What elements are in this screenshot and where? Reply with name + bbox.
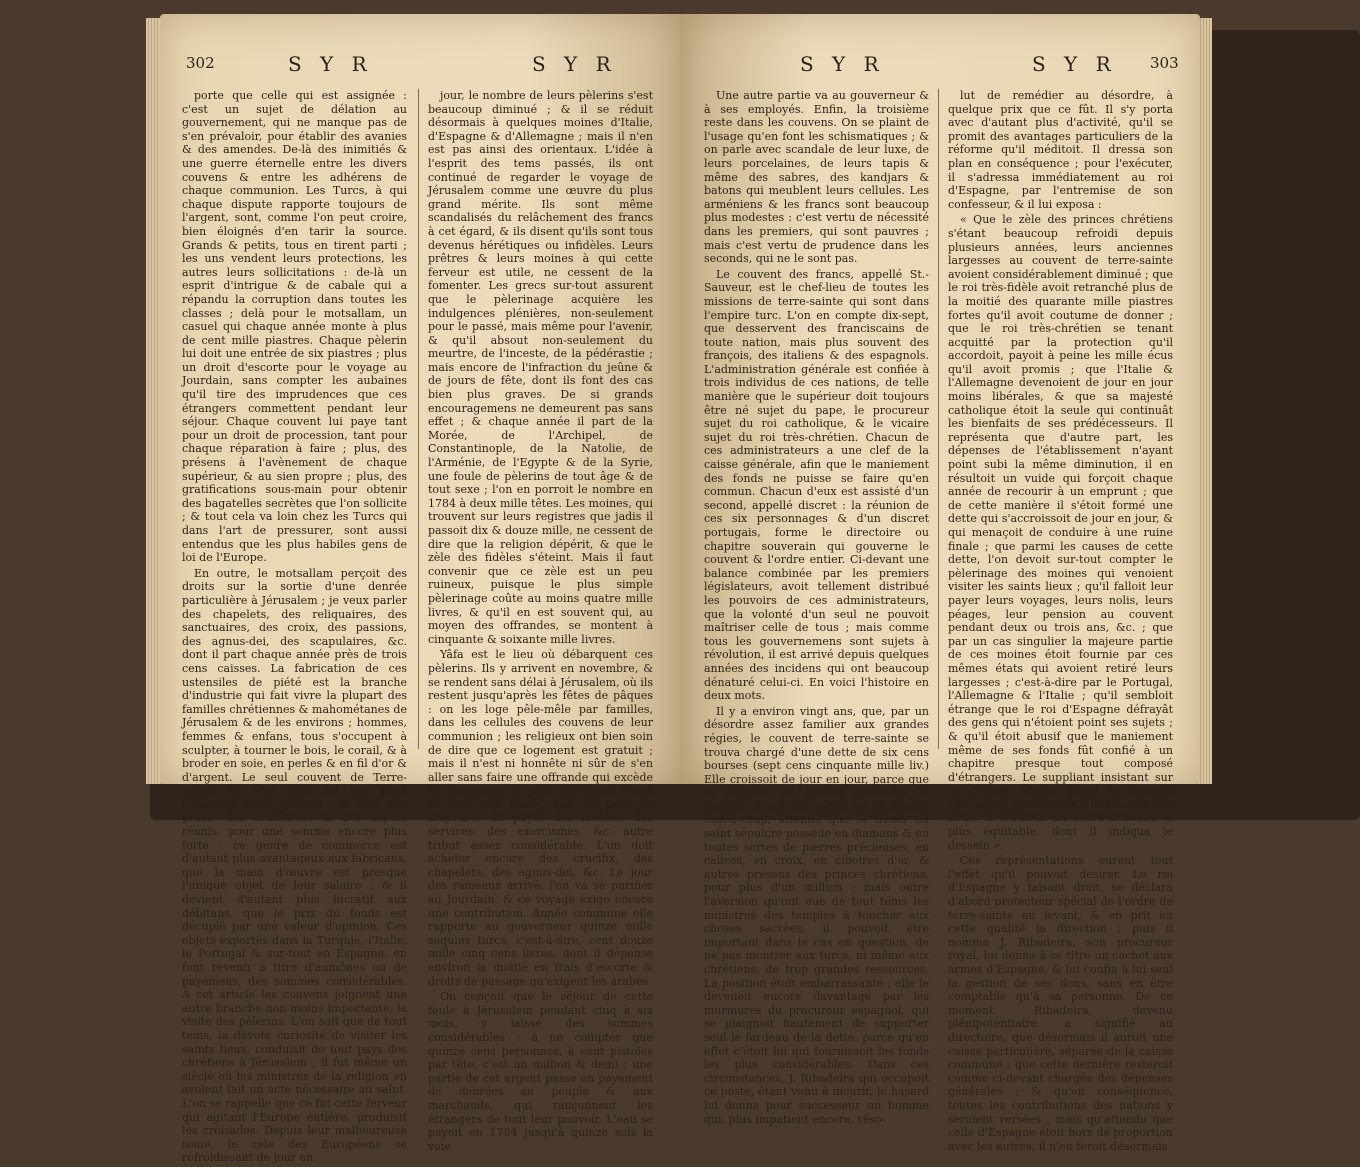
left-page [160,14,680,1165]
right-column-2 [948,89,1173,1155]
paragraph: porte que celle qui est assignée : c'est un sujet de délation au gouvernement, qui ne manque pas de s'en prévaloir, pour établir des avanies & des amendes. De-là des inimitiés & une guerre éternelle entre les divers couvens & entre les adhérens de chaque communion. Les Turcs, à qui chaque dispute rapporte toujours de l'argent, sont, comme l'on peut croire, bien éloignés d'en tarir la source. Grands & petits, tous en tirent parti ; les uns vendent leurs protections, les autres leurs sollicitations : de-là un esprit d'intrigue & de cabale qui a répandu la corruption dans toutes les classes ; delà pour le motsallam, un casuel qui chaque année monte à plus de cent mille piastres. Chaque pèlerin lui doit une entrée de six piastres ; plus un droit d'escorte pour le voyage au Jourdain, sans compter les aubaines qu'il tire des imprudences que ces étrangers commettent pendant leur séjour. Chaque couvent lui paye tant pour un droit de procession, tant pour chaque réparation à faire ; plus, des présens à l'avènement de chaque supérieur, & au sien propre ; plus, des gratifications sous-main pour obtenir des bagatelles secrètes que l'on sollicite ; & tout cela va loin chez les Turcs qui dans l'art de pressurer, sont aussi entendus que les plus habiles gens de loi de l'Europe. [182,89,407,565]
page-number-left: 302 [186,54,215,72]
running-head-left-2: S Y R [532,52,617,76]
running-head-left-1: S Y R [288,52,373,76]
right-page [680,14,1200,1153]
column-divider [418,89,419,749]
paragraph: « Que le zèle des princes chrétiens s'étant beaucoup refroidi depuis plusieurs années, leurs anciennes largesses au couvent de terre-sainte avoient considérablement diminué ; que le roi très-fidèle avoit retranché plus de la moitié des quarante mille piastres fortes qu'il avoit coutume de donner ; que le roi très-chrétien se tenant acquitté par la protection qu'il accordoit, payoit à peine les mille écus qu'il avoit promis ; que l'Italie & l'Allemagne devenoient de jour en jour moins libérales, & que sa majesté catholique étoit la seule qui continuât les bienfaits de ses prédécesseurs. Il représenta que d'autre part, les dépenses de l'établissement n'ayant point subi la même diminution, il en résultoit un vuide qui forçoit chaque année de recourir à un emprunt ; que de cette manière il s'étoit formé une dette qui s'accroissoit de jour en jour, & qui menaçoit de conduire à une ruine finale ; que parmi les causes de cette dette, l'on devoit sur-tout compter le pèlerinage des moines qui venoient visiter les saints lieux ; qu'il falloit leur payer leurs voyages, leurs nolis, leurs péages, leur pension au couvent pendant deux ou trois ans, &c. ; que par un cas singulier la majeure partie de ces moines étoit fournie par ces mêmes états qui avoient retiré leurs largesses ; c'est-à-dire par le Portugal, l'Allemagne & l'Italie ; qu'il sembloit étrange que le roi d'Espagne défrayât des gens qui n'étoient point ses sujets ; & qu'il étoit abusif que le maniement même de ses fonds fût confié à un chapitre presque tout composé d'étrangers. Le suppliant insistant sur ce dernier article, prioit sa majesté catholique d'intervenir à la réforme des abus, & d'établir un ordre nouveau & plus équitable, dont il indiqua le dessein ». [948,213,1173,852]
paragraph: jour, le nombre de leurs pèlerins s'est beaucoup diminué ; & il se réduit désormais à quelques moines d'Italie, d'Espagne & d'Allemagne ; mais il n'en est pas ainsi des orientaux. L'idée à l'esprit des tems passés, ils ont continué de regarder le voyage de Jérusalem comme une œuvre du plus grand mérite. Ils sont même scandalisés du relâchement des francs à cet égard, & ils disent qu'ils sont tous devenus hérétiques ou infidèles. Leurs prêtres & leurs moines à qui cette ferveur est utile, ne cessent de la fomenter. Les grecs sur-tout assurent que le pèlerinage acquière les indulgences plénières, non-seulement pour le passé, mais même pour l'avenir, & qu'il absout non-seulement du meurtre, de l'inceste, de la pédérastie ; mais encore de l'infraction du jeûne & de jours de fête, dont ils font des cas bien plus graves. De si grands encouragemens ne demeurent pas sans effet ; & chaque année il part de la Morée, de l'Archipel, de Constantinople, de la Natolie, de l'Arménie, de l'Egypte & de la Syrie, une foule de pèlerins de tout âge & de tout sexe ; l'on en porroit le nombre en 1784 à deux mille têtes. Les moines, qui trouvent sur leurs registres que jadis il passoit dix & douze mille, ne cessent de dire que la religion dépérit, & que le zèle des fidèles s'éteint. Mais il faut convenir que ce zèle est un peu ruineux, puisque le plus simple pèlerinage coûte au moins quatre mille livres, & qu'il en est souvent qui, au moyen des offrandes, se montent à cinquante & soixante mille livres. [428,89,653,646]
paragraph: Une autre partie va au gouverneur & à ses employés. Enfin, la troisième reste dans les couvens. On se plaint de l'usage qu'en font les schismatiques ; & on parle avec scandale de leur luxe, de leurs porcelaines, de leurs tapis & même des sabres, des kandjars & batons qui meublent leurs cellules. Les arméniens & les francs sont beaucoup plus modestes : c'est vertu de nécessité dans les premiers, qui sont pauvres ; mais c'est vertu de prudence dans les seconds, qui ne le sont pas. [704,89,929,266]
page-number-right: 303 [1150,54,1179,72]
left-column-2 [428,89,653,1155]
running-head-right-2: S Y R [1032,52,1117,76]
column-divider [938,89,939,749]
paragraph: Yâfa est le lieu où débarquent ces pèlerins. Ils y arrivent en novembre, & se rendent sans délai à Jérusalem, où ils restent jusqu'après les fêtes de pâques : on les loge pêle-mêle par familles, dans les cellules des couvens de leur communion ; les religieux ont bien soin de dire que ce logement est gratuit ; mais il n'est ni honnête ni sûr de s'en aller sans faire une offrande qui excède de beaucoup le prix marchand d'une location. En outre, l'on ne peut se dispenser de payer des messes, des services, des exorcismes, &c. autre tribut assez considérable. L'on doit acheter encore des crucifix, des chapelets, des agnus-dei, &c. Le jour des rameaux arrivé, l'on va se purifier au Jourdain, & ce voyage exige encore une contribution. Année commune elle rapporte au gouverneur quinze mille sequins turcs, c'est-à-dire, cent douze mille cinq cens livres, dont il dépense environ la moitié en frais d'escorte & droits de passage qu'exigent les arabes. [428,648,653,988]
right-column-1 [704,89,929,1128]
paragraph: Le couvent des francs, appellé St.-Sauveur, est le chef-lieu de toutes les missions de terre-sainte qui sont dans l'empire turc. L'on en compte dix-sept, que desservent des franciscains de toute nation, mais plus souvent des françois, des italiens & des espagnols. L'administration générale est confiée à trois individus de ces nations, de telle manière que le supérieur doit toujours être né sujet du pape, le procureur sujet du roi catholique, & le vicaire sujet du roi très-chrétien. Chacun de ces administrateurs a une clef de la caisse générale, afin que le maniement des fonds ne puisse se faire qu'en commun. Chacun d'eux est assisté d'un second, appellé discret : la réunion de ces six personnages & d'un discret portugais, forme le directoire ou chapitre souverain qui gouverne le couvent & l'ordre entier. Ci-devant une balance combinée par les premiers législateurs, avoit tellement distribué les pouvoirs de ces administrateurs, que la volonté d'un seul ne pouvoit maîtriser celle de tous ; mais comme tous les gouvernemens sont sujets à révolution, il est arrivé depuis quelques années des incidens qui ont beaucoup dénaturé celui-ci. En voici l'histoire en deux mots. [704,267,929,703]
paragraph: lut de remédier au désordre, à quelque prix que ce fût. Il s'y porta avec d'autant plus d'activité, qu'il se promit des avantages particuliers de la réforme qu'il méditoit. Il dressa son plan en conséquence ; pour l'exécuter, il s'adressa immédiatement au roi d'Espagne, par l'entremise de son confesseur, & il lui exposa : [948,89,1173,211]
paragraph: On conçoit que le séjour de cette foule à Jérusalem pendant cinq à six mois, y laisse des sommes considérables : à ne compter que quinze cens personnes, à cent pistoles par tête, c'est un million & demi : une partie de cet argent passe en payement de denrées au peuple & aux marchands, qui rançonnent les étrangers de tout leur pouvoir. L'eau se payoit en 1784 jusqu'à quinze sols la voie. [428,990,653,1153]
running-head-right-1: S Y R [800,52,885,76]
paragraph: En outre, le motsallam perçoit des droits sur la sortie d'une denrée particulière à Jérusalem ; je veux parler des chapelets, des reliquaires, des sanctuaires, des croix, des passions, des agnus-dei, des scapulaires, &c. dont il part chaque année près de trois cens caisses. La fabrication de ces ustensiles de piété est la branche d'industrie qui fait vivre la plupart des familles chrétiennes & mahométanes de Jérusalem & de les environs ; hommes, femmes & enfans, tous s'occupent à sculpter, à tourner le bois, le corail, & à broder en soie, en perles & en fil d'or & d'argent. Le seul couvent de Terre-sainte en lève tous les ans pour cinquante mille piastres ; & ceux des grecs, des arméniens & des coptes réunis, pour une somme encore plus forte : ce genre de commerce est d'autant plus avantageux aux fabricans, que la main d'œuvre est presque l'unique objet de leur salaire ; & il devient d'autant plus lucratif aux débitans, que le prix du fonds est décuplé par une valeur d'opinion. Ces objets exportés dans la Turquie, l'Italie, le Portugal & sur-tout en Espagne, en font revenir à titre d'aumônes ou de payemens, des sommes considérables. A cet article les couvens joignent une autre branche non moins importante, la visite des pèlerins. L'on sait que de tout tems, la dévote curiosité de visiter les saints lieux, conduisit de tout pays des chrétiens à Jérusalem ; il fut même un siècle où les ministres de la religion en avoient fait un acte nécessaire au salut. L'on se rappelle que ce fut cette ferveur qui agitant l'Europe entière, produisit les croisades. Depuis leur malheureuse issue, le zèle des Européens se refroidissant de jour en [182,566,407,1165]
paragraph: Il y a environ vingt ans, que, par un désordre assez familier aux grandes régies, le couvent de terre-sainte se trouva chargé d'une dette de six cens bourses (sept cens cinquante mille liv.) Elle croissoit de jour en jour, parce que la dépense ne cessoit d'excéder la recette. Il eut été facile de se libérer tout-à-coup, attendu que le trésor du saint sépulcre possède en diamans & en toutes sortes de pierres précieuses, en calices, en croix, en ciboires d'or, & autres présens des princes chrétiens, pour plus d'un million ; mais outre l'aversion qu'ont eue de tout tems les ministres des temples à toucher aux choses sacrées, il pouvoit être important dans le cas en question, de ne pas montrer aux turcs, ni même aux chrétiens, de trop grandes ressources. La position étoit embarrassante ; elle le devenoit encore davantage par les murmures du procureur espagnol, qui se plaignoit hautement de supporter seul le fardeau de la dette, parce qu'en effet c'étoit lui qui fournissoit les fonds les plus considérables. Dans ces circonstances, J. Ribadeira qui occupoit ce poste, étant venu à mourir, le hasard lui donna pour successeur un homme qui, plus impatient encore, réso- [704,704,929,1126]
left-page-header [160,54,680,84]
right-page-header [680,54,1200,84]
left-column-1 [182,89,407,1167]
paragraph: Ces représentations eurent tout l'effet qu'il pouvoit desirer. Le roi d'Espagne y faisant droit, se déclara d'abord protecteur spécial de l'ordre de terre-sainte au levant, & en prit en cette qualité la direction ; puis il nomma J. Ribadeira, son procureur royal, lui donna à ce titre un cachet aux armes d'Espagne, & lui confia à lui seul la gestion de ses dons, sans en être comptable qu'à sa personne. De ce moment Ribadeira, devenu plénipotentiaire, a signifié au directoire, que désormais il auroit une caisse particulière, séparée de la caisse commune ; que cette dernière resteroit comme ci-devant chargée des dépenses générales ; & qu'en conséquence, toutes les contributions des nations y seroient versées ; mais qu'attendu que celle d'Espagne étoit hors de proportion avec les autres, il n'en feroit désormais [948,854,1173,1153]
page-edges-right [1198,18,1212,784]
